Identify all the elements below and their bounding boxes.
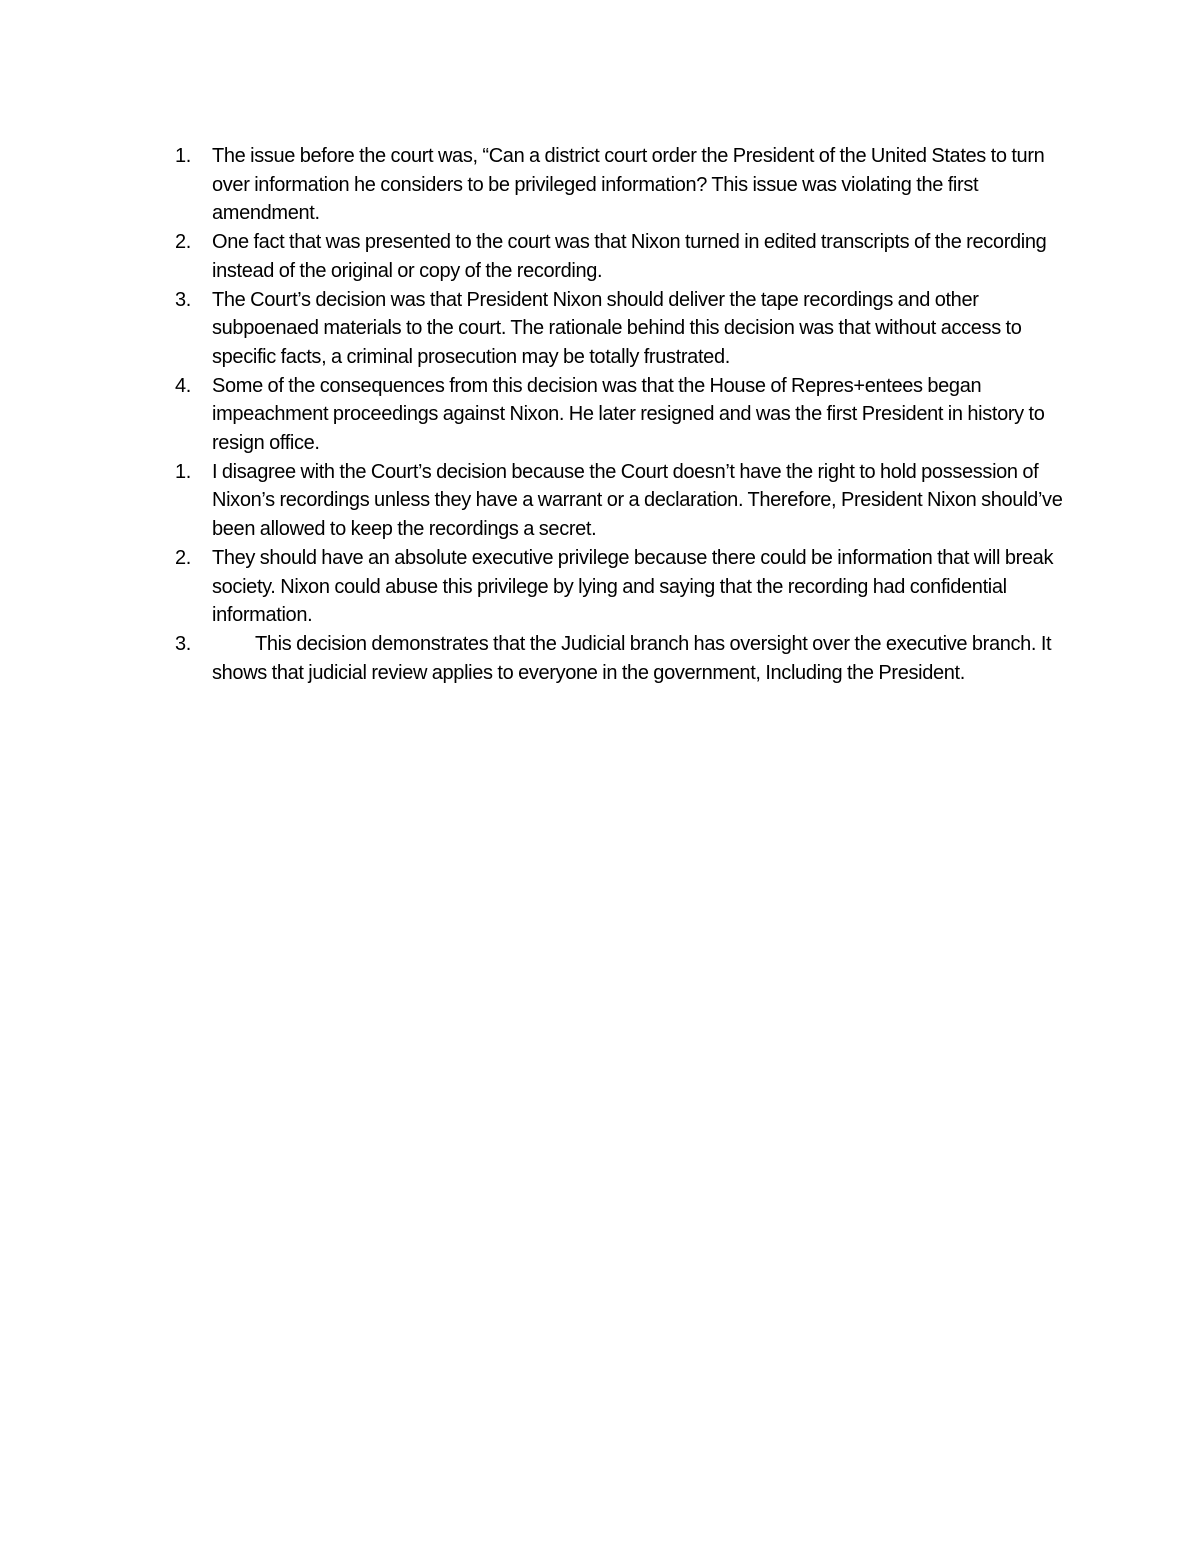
item-number: 3.	[175, 288, 191, 311]
list-item	[175, 286, 1075, 372]
item-text: This decision demonstrates that the Judicial branch has oversight over the executive branch. It shows that judicial review applies to everyone in the government, Including the President.	[212, 632, 1052, 684]
item-text: They should have an absolute executive privilege because there could be information that will break society. Nixon could abuse this privilege by lying and saying that the recording had confidential information.	[212, 546, 1054, 627]
item-text: The issue before the court was, “Can a district court order the President of the United States to turn over information he considers to be privileged information? This issue was violating the first amendment.	[212, 145, 1045, 225]
item-number: 3.	[175, 632, 191, 655]
item-number: 1.	[175, 460, 191, 483]
item-number: 4.	[175, 374, 191, 397]
item-text: I disagree with the Court’s decision because the Court doesn’t have the right to hold possession of Nixon’s recordings unless they have a warrant or a declaration. Therefore, President Nixon should’ve been allowed to keep the recordings a secret.	[212, 460, 1063, 541]
item-number: 2.	[175, 231, 191, 254]
list-item	[175, 142, 1075, 228]
list-item	[175, 544, 1075, 630]
list-item	[175, 458, 1075, 544]
answer-list	[175, 142, 1075, 687]
item-text: One fact that was presented to the court was that Nixon turned in edited transcripts of the recording instead of the original or copy of the recording.	[212, 231, 1047, 282]
list-item	[175, 372, 1075, 458]
item-number: 2.	[175, 546, 191, 569]
item-text: The Court’s decision was that President Nixon should deliver the tape recordings and other subpoenaed materials to the court. The rationale behind this decision was that without access to specific facts, a criminal prosecution may be totally frustrated.	[212, 288, 1022, 368]
item-number: 1.	[175, 145, 191, 167]
list-item	[175, 630, 1075, 687]
list-item	[175, 228, 1075, 285]
item-text: Some of the consequences from this decision was that the House of Repres+entees began impeachment proceedings against Nixon. He later resigned and was the first President in history to resign office.	[212, 374, 1045, 455]
